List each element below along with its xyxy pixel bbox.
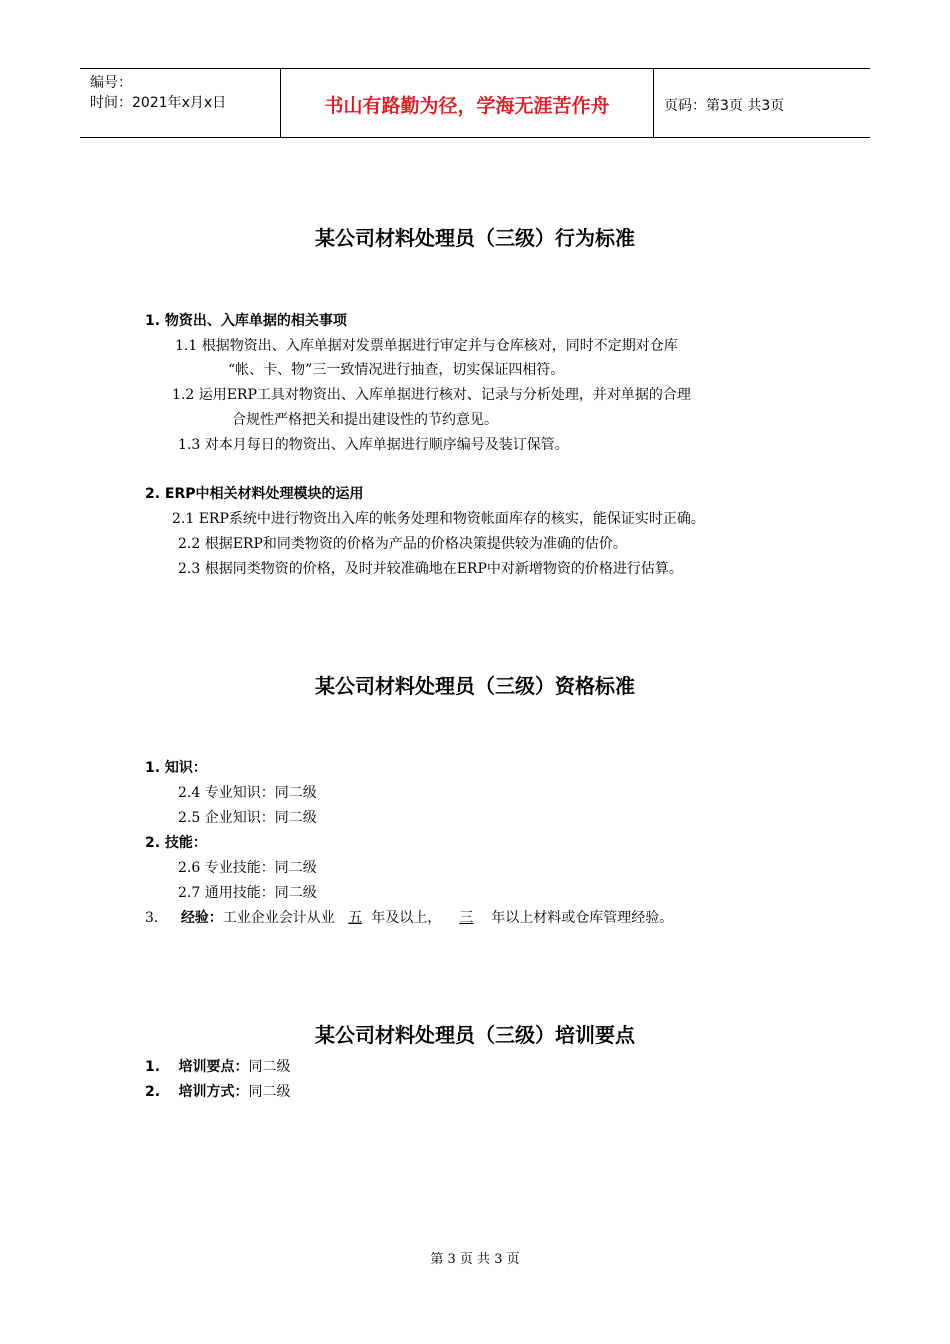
experience-text-b: 年及以上，: [371, 910, 442, 926]
training-item-2-number: 2.: [145, 1084, 161, 1100]
training-item-2-value: 同二级: [248, 1084, 291, 1100]
section2-item-2-4: 2.4 专业知识：同二级: [178, 785, 317, 801]
experience-label: 经验：: [180, 910, 223, 926]
section2-item-2-6: 2.6 专业技能：同二级: [178, 860, 317, 876]
training-item-1-number: 1.: [145, 1059, 161, 1075]
section1-item-1-2-cont: 合规性严格把关和提出建设性的节约意见。: [232, 412, 498, 428]
section3-item-2: [145, 1082, 291, 1102]
section2-experience: [145, 908, 673, 928]
section2-heading-knowledge: 1. 知识：: [145, 760, 207, 776]
header-left-cell: [80, 69, 281, 137]
section1-item-1-1-cont: “帐、卡、物”三一致情况进行抽查，切实保证四相符。: [228, 362, 565, 378]
experience-years-2: 三: [459, 910, 474, 926]
training-item-1-value: 同二级: [248, 1059, 291, 1075]
section1-item-2-2: 2.2 根据ERP和同类物资的价格为产品的价格决策提供较为准确的估价。: [178, 536, 627, 552]
section1-item-1-1: 1.1 根据物资出、入库单据对发票单据进行审定并与仓库核对，同时不定期对仓库: [175, 338, 678, 354]
section1-item-2-3: 2.3 根据同类物资的价格，及时并较准确地在ERP中对新增物资的价格进行估算。: [178, 561, 683, 577]
document-header: [80, 68, 870, 138]
section2-item-2-7: 2.7 通用技能：同二级: [178, 885, 317, 901]
experience-years-1: 五: [348, 910, 363, 926]
header-center-cell: [281, 69, 654, 137]
section1-item-1-3: 1.3 对本月每日的物资出、入库单据进行顺序编号及装订保管。: [178, 437, 569, 453]
experience-number: 3.: [145, 910, 159, 926]
document-time-label: 时间：2021年x月x日: [90, 95, 227, 111]
experience-text-c: 年以上材料或仓库管理经验。: [491, 910, 674, 926]
section2-item-2-5: 2.5 企业知识：同二级: [178, 810, 317, 826]
section1-heading-1: 1. 物资出、入库单据的相关事项: [145, 313, 347, 329]
training-item-2-label: 培训方式：: [178, 1084, 249, 1100]
page-footer: 第 3 页 共 3 页: [430, 1252, 520, 1267]
document-number-label: 编号：: [90, 75, 132, 91]
section1-heading-2: 2. ERP中相关材料处理模块的运用: [145, 486, 364, 502]
header-right-cell: [654, 69, 870, 137]
section-title-behavior: 某公司材料处理员（三级）行为标准: [315, 226, 635, 250]
section2-heading-skills: 2. 技能：: [145, 835, 207, 851]
section-title-training: 某公司材料处理员（三级）培训要点: [315, 1023, 635, 1047]
header-page-label: 页码：第3页 共3页: [664, 98, 785, 114]
section-title-qualification: 某公司材料处理员（三级）资格标准: [315, 674, 635, 698]
section1-item-1-2: 1.2 运用ERP工具对物资出、入库单据进行核对、记录与分析处理，并对单据的合理: [172, 387, 691, 403]
training-item-1-label: 培训要点：: [178, 1059, 249, 1075]
section1-item-2-1: 2.1 ERP系统中进行物资出入库的帐务处理和物资帐面库存的核实，能保证实时正确。: [172, 511, 705, 527]
experience-text-a: 工业企业会计从业: [222, 910, 335, 926]
header-motto: 书山有路勤为径，学海无涯苦作舟: [324, 95, 610, 117]
section3-item-1: [145, 1057, 291, 1077]
